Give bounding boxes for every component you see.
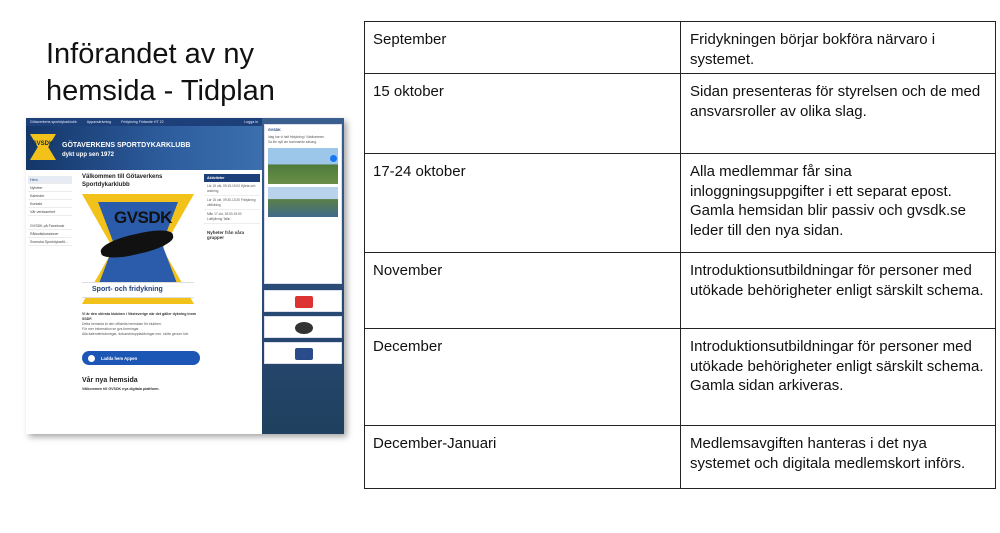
logo-big-text: GVSDK bbox=[114, 208, 172, 227]
timeline-date: November bbox=[365, 253, 681, 329]
timeline-date: September bbox=[365, 22, 681, 74]
facebook-post-text: Sa lite nytt om kommande säsong. bbox=[268, 139, 317, 144]
intro-line: Detta hemsida är den officiella hemsidan för klubben. bbox=[82, 322, 162, 326]
description-line: Introduktionsutbildningar för personer med utökade behörigheter enligt särskilt schema. bbox=[690, 338, 984, 375]
timeline-description bbox=[681, 74, 996, 154]
table-row bbox=[365, 22, 996, 74]
site-topbar bbox=[26, 118, 262, 126]
topbar-link: Fridykning Fridande HT 22 bbox=[121, 120, 164, 124]
site-nav bbox=[28, 176, 72, 246]
timeline-description bbox=[681, 329, 996, 426]
events-panel bbox=[204, 174, 260, 242]
nav-item: Kalender bbox=[28, 192, 72, 200]
sponsor-2-icon bbox=[295, 322, 313, 334]
facebook-photo bbox=[268, 187, 338, 217]
timeline-date: 15 oktober bbox=[365, 74, 681, 154]
site-main bbox=[82, 174, 198, 391]
nav-item: Råbodiskussioner bbox=[28, 230, 72, 238]
event-row: Lör 15 okt, 09:15-15:00 Hjärta och andning bbox=[204, 182, 260, 196]
download-icon bbox=[88, 355, 95, 362]
timeline-date: December bbox=[365, 329, 681, 426]
new-site-heading: Vår nya hemsida bbox=[82, 377, 138, 384]
welcome-heading: Välkommen till Götaverkens Sportdykarklubb bbox=[82, 174, 163, 188]
sponsor-logo bbox=[264, 342, 342, 364]
timeline-date: 17-24 oktober bbox=[365, 154, 681, 253]
description-line: Medlemsavgiften hanteras i det nya systemet och digitala medlemskort införs. bbox=[690, 435, 966, 472]
login-link: Logga in bbox=[244, 120, 258, 124]
sponsor-1-icon bbox=[295, 296, 313, 308]
description-line: Sidan presenteras för styrelsen och de med ansvarsroller av olika slag. bbox=[690, 83, 981, 120]
description-line: Alla medlemmar får sina inloggningsuppgifter i ett separat epost. bbox=[690, 163, 952, 200]
timeline-description bbox=[681, 154, 996, 253]
download-app-label: Ladda hem Appen bbox=[101, 355, 138, 361]
table-row bbox=[365, 154, 996, 253]
facebook-panel bbox=[264, 124, 342, 284]
event-row: Mån 17 okt, 18:00-19:00 Luftfyllning Tallin bbox=[204, 210, 260, 224]
timeline-table bbox=[364, 21, 996, 489]
event-row: Lör 15 okt, 09:30-13:30 Fridykning utbildning bbox=[204, 196, 260, 210]
website-screenshot bbox=[26, 118, 344, 434]
club-big-logo bbox=[82, 194, 194, 304]
timeline-date: December-Januari bbox=[365, 426, 681, 489]
timeline-description bbox=[681, 253, 996, 329]
sponsor-3-icon bbox=[295, 348, 313, 360]
new-site-subheading: Välkommen till GVSDK nya digitala plattform. bbox=[82, 387, 160, 391]
sponsor-logo bbox=[264, 316, 342, 338]
banner-title: GÖTAVERKENS SPORTDYKARKLUBB bbox=[62, 142, 191, 149]
facebook-photo bbox=[268, 148, 338, 184]
topbar-link: Appavskrivning bbox=[86, 120, 112, 124]
sponsor-logo bbox=[264, 290, 342, 312]
description-line: Introduktionsutbildningar för personer med utökade behörigheter enligt särskilt schema. bbox=[690, 262, 984, 299]
facebook-icon bbox=[330, 155, 337, 162]
table-row bbox=[365, 74, 996, 154]
nav-item: Svenska Sportdykarfö... bbox=[28, 238, 72, 246]
club-logo-icon bbox=[30, 134, 56, 160]
timeline-description bbox=[681, 22, 996, 74]
download-app-button bbox=[82, 351, 200, 365]
nav-item: Vår verksamhet bbox=[28, 208, 72, 216]
nav-item: Hem bbox=[28, 176, 72, 184]
intro-line: För mer information se gvs.foreningar. bbox=[82, 327, 140, 331]
intro-line: Alla kalenderbokningar, dokumentuppladdningar mm. sköts genom här. bbox=[82, 332, 189, 336]
events-footer: Nyheter från våra grupper bbox=[207, 230, 245, 240]
description-line: Gamla hemsidan blir passiv och gvsdk.se leder till den nya sidan. bbox=[690, 202, 966, 239]
nav-item: Nyheter bbox=[28, 184, 72, 192]
events-heading: Aktiviteter bbox=[204, 174, 260, 182]
club-logo-text: GVSDK bbox=[32, 141, 54, 147]
logo-strip-text: Sport- och fridykning bbox=[92, 286, 163, 293]
table-row bbox=[365, 329, 996, 426]
facebook-heading: GVSDK bbox=[268, 128, 281, 132]
table-row bbox=[365, 253, 996, 329]
description-line: Gamla sidan arkiveras. bbox=[690, 377, 844, 394]
site-banner bbox=[26, 126, 262, 170]
facebook-post-text: Idag har vi haft fridykning i Västhamnen. bbox=[268, 135, 325, 139]
slide-title: Införandet av ny hemsida - Tidplan bbox=[46, 38, 275, 107]
site-body bbox=[26, 170, 262, 434]
intro-bold: Vi är den största klubben i Västsverige när det gäller dykning inom SSDF. bbox=[82, 312, 196, 321]
topbar-link: Götaverkens sportdykarklubb bbox=[30, 120, 77, 124]
nav-item: GVSDK på Facebook bbox=[28, 222, 72, 230]
table-row bbox=[365, 426, 996, 489]
nav-item: Kontakt bbox=[28, 200, 72, 208]
timeline-description bbox=[681, 426, 996, 489]
description-line: Fridykningen börjar bokföra närvaro i systemet. bbox=[690, 31, 936, 68]
banner-subtitle: dykt upp sen 1972 bbox=[62, 152, 115, 158]
